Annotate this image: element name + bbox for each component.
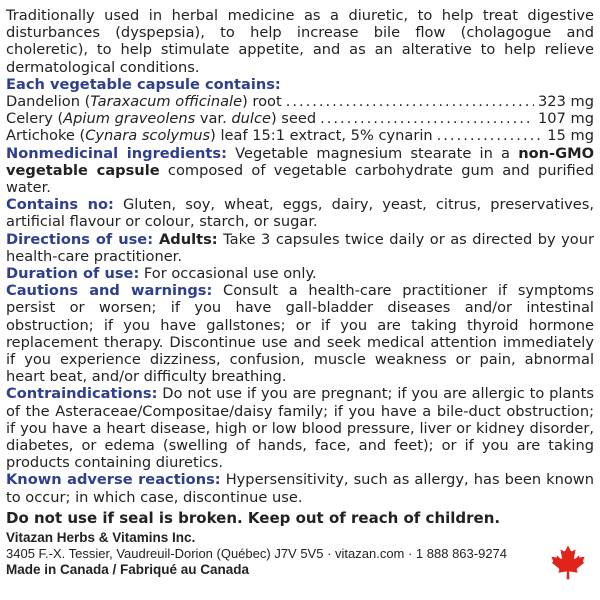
adverse-reactions-section: Known adverse reactions: Hypersensitivity, such as allergy, has been known to occur; in which case, discontinue use.: [6, 471, 594, 506]
directions-section: Directions of use: Adults: Take 3 capsules twice daily or as directed by your health-care practitioner.: [6, 230, 594, 265]
section-heading: Cautions and warnings:: [6, 282, 213, 300]
safety-warning: Do not use if seal is broken. Keep out of reach of children.: [6, 508, 501, 527]
duration-section: Duration of use: For occasional use only.: [6, 265, 317, 283]
company-address: 3405 F.-X. Tessier, Vaudreuil-Dorion (Québec) J7V 5V5 · vitazan.com · 1 888 863-9274: [6, 545, 508, 561]
section-heading: Known adverse reactions:: [6, 471, 221, 489]
section-heading: Directions of use:: [6, 230, 154, 248]
ingredient-name: Dandelion (Taraxacum officinale) root: [6, 93, 282, 111]
nonmedicinal-section: Nonmedicinal ingredients: Vegetable magnesium stearate in a non-GMO vegetable capsule composed of vegetable carbohydrate gum and purified water.: [6, 144, 595, 197]
ingredient-amount: 15 mg: [547, 127, 594, 145]
ingredient-row: [6, 127, 594, 144]
company-name: Vitazan Herbs & Vitamins Inc.: [6, 529, 196, 545]
footer: [6, 530, 594, 578]
cautions-section: Cautions and warnings: Consult a health-care practitioner if symptoms persist or worsen; if you have gall-bladder diseases and/or intestinal obstruction; if you have gallstones; or if you are taking thyroid hormone replacement therapy. Discontinue use and seek medical attention immediately if you experience dizziness, confusion, muscle weakness or pain, abnormal heart beat, and/or difficulty breathing.: [6, 282, 595, 386]
contains-no-section: Contains no: Gluten, soy, wheat, eggs, dairy, yeast, citrus, preservatives, artificial flavour or colour, starch, or sugar.: [6, 196, 594, 231]
ingredient-row: [6, 93, 594, 110]
made-in-canada: Made in Canada / Fabriqué au Canada: [6, 561, 250, 577]
ingredient-name: Celery (Apium graveolens var. dulce) seed: [6, 110, 317, 128]
ingredient-name: Artichoke (Cynara scolymus) leaf 15:1 extract, 5% cynarin: [6, 127, 433, 145]
leader-dots: [437, 127, 544, 144]
contraindications-section: Contraindications: Do not use if you are pregnant; if you are allergic to plants of the Asteraceae/Compositae/daisy family; if you have a bile-duct obstruction; if you have a heart disease, high or low blood pressure, liver or kidney disorder, diabetes, or edema (swelling of hands, face, and feet); or if you are taking products containing diuretics.: [6, 385, 594, 472]
capsule-heading: Each vegetable capsule contains:: [6, 75, 281, 93]
maple-leaf-icon: [550, 544, 586, 580]
section-heading: Duration of use:: [6, 265, 140, 283]
ingredient-amount: 107 mg: [538, 110, 594, 128]
section-heading: Contraindications:: [6, 385, 158, 403]
leader-dots: [320, 110, 534, 127]
ingredient-amount: 323 mg: [538, 93, 594, 111]
leader-dots: [286, 93, 534, 110]
intro-text: Traditionally used in herbal medicine as a diuretic, to help treat digestive disturbances (dyspepsia), to help increase bile flow (cholagogue and choleretic), to help stimulate appetite, and as an alterative to help relieve dermatological conditions.: [6, 7, 594, 76]
section-heading: Nonmedicinal ingredients:: [6, 144, 227, 162]
ingredient-row: [6, 110, 594, 127]
section-heading: Contains no:: [6, 196, 114, 214]
